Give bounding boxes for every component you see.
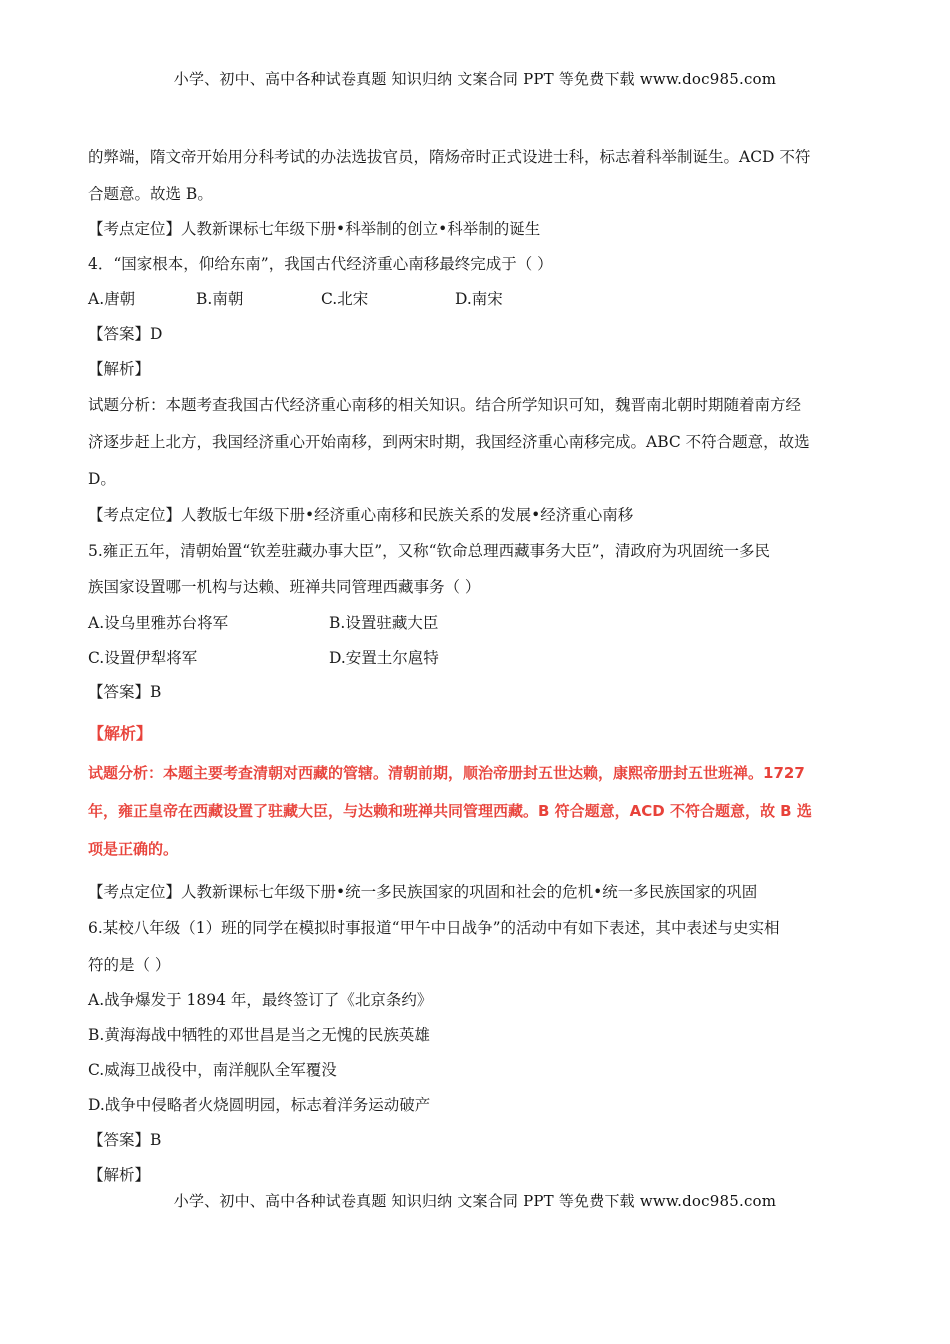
q3-analysis-line-2: 合题意。故选 B。 <box>88 185 213 203</box>
q5-stem-line-1: 5.雍正五年，清朝始置“钦差驻藏办事大臣”，又称“钦命总理西藏事务大臣”，清政府为巩固统一多民 <box>88 542 770 560</box>
q5-option-c: C.设置伊犁将军 <box>88 649 198 667</box>
q3-kaodian: 【考点定位】人教新课标七年级下册•科举制的创立•科举制的诞生 <box>88 220 541 238</box>
q5-kaodian: 【考点定位】人教新课标七年级下册•统一多民族国家的巩固和社会的危机•统一多民族国家的巩固 <box>88 883 758 901</box>
q5-option-d: D.安置土尔扈特 <box>329 649 439 667</box>
q6-stem-line-2: 符的是（ ） <box>88 956 171 974</box>
q4-option-b: B.南朝 <box>196 290 244 308</box>
q6-stem-line-1: 6.某校八年级（1）班的同学在模拟时事报道“甲午中日战争”的活动中有如下表述，其中表述与史实相 <box>88 919 780 937</box>
q5-stem-line-2: 族国家设置哪一机构与达赖、班禅共同管理西藏事务（ ） <box>88 578 481 596</box>
q5-option-a: A.设乌里雅苏台将军 <box>88 614 229 632</box>
q4-option-a: A.唐朝 <box>88 290 136 308</box>
q4-kaodian: 【考点定位】人教版七年级下册•经济重心南移和民族关系的发展•经济重心南移 <box>88 506 634 524</box>
q4-analysis-line-3: D。 <box>88 470 116 488</box>
q5-analysis-line-1: 试题分析：本题主要考查清朝对西藏的管辖。清朝前期，顺治帝册封五世达赖，康熙帝册封五世班禅。1727 <box>88 764 805 782</box>
q5-jiexi-label: 【解析】 <box>88 724 153 743</box>
page-header: 小学、初中、高中各种试卷真题 知识归纳 文案合同 PPT 等免费下载 www.doc985.com <box>173 70 777 88</box>
q6-answer: 【答案】B <box>88 1131 162 1149</box>
q6-option-b: B.黄海海战中牺牲的邓世昌是当之无愧的民族英雄 <box>88 1026 430 1044</box>
q5-option-b: B.设置驻藏大臣 <box>329 614 439 632</box>
q6-option-a: A.战争爆发于 1894 年，最终签订了《北京条约》 <box>88 991 433 1009</box>
q3-analysis-line-1: 的弊端，隋文帝开始用分科考试的办法选拔官员，隋炀帝时正式设进士科，标志着科举制诞生。ACD 不符 <box>88 148 811 166</box>
q6-option-c: C.威海卫战役中，南洋舰队全军覆没 <box>88 1061 337 1079</box>
q4-jiexi-label: 【解析】 <box>88 360 151 378</box>
q4-option-d: D.南宋 <box>455 290 503 308</box>
q5-answer: 【答案】B <box>88 683 162 701</box>
q4-option-c: C.北宋 <box>321 290 369 308</box>
q5-analysis-line-3: 项是正确的。 <box>88 840 179 858</box>
q6-jiexi-label: 【解析】 <box>88 1166 151 1184</box>
q5-analysis-line-2: 年，雍正皇帝在西藏设置了驻藏大臣，与达赖和班禅共同管理西藏。B 符合题意，ACD 不符合题意，故 B 选 <box>88 802 812 820</box>
q4-stem: 4．“国家根本，仰给东南”，我国古代经济重心南移最终完成于（ ） <box>88 255 553 273</box>
q4-answer: 【答案】D <box>88 325 163 343</box>
page-footer: 小学、初中、高中各种试卷真题 知识归纳 文案合同 PPT 等免费下载 www.doc985.com <box>173 1192 777 1210</box>
q4-analysis-line-1: 试题分析：本题考查我国古代经济重心南移的相关知识。结合所学知识可知，魏晋南北朝时期随着南方经 <box>88 396 802 414</box>
q6-option-d: D.战争中侵略者火烧圆明园，标志着洋务运动破产 <box>88 1096 431 1114</box>
q4-analysis-line-2: 济逐步赶上北方，我国经济重心开始南移，到两宋时期，我国经济重心南移完成。ABC 不符合题意，故选 <box>88 433 810 451</box>
